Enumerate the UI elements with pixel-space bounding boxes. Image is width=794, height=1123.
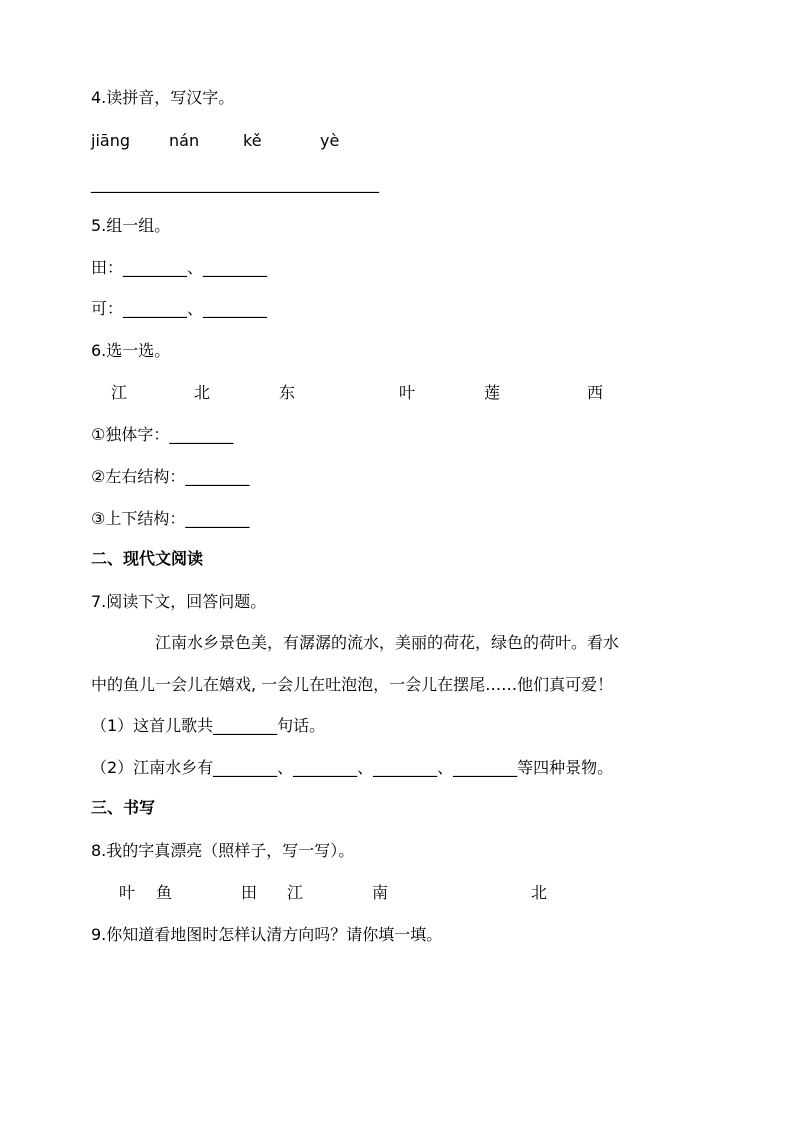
q8-title: 8.我的字真漂亮（照样子，写一写）。 [91, 841, 355, 860]
section-heading-writing: 三、书写 [91, 798, 156, 817]
q7-subquestion-2[interactable]: （2）江南水乡有________、________、________、________等四种景物。 [91, 758, 614, 777]
q8-char: 鱼 [156, 883, 173, 902]
q6-char: 北 [194, 383, 211, 402]
q6-char: 莲 [484, 383, 501, 402]
q6-option-3[interactable]: ③上下结构：________ [91, 509, 250, 528]
q9-title: 9.你知道看地图时怎样认清方向吗？请你填一填。 [91, 925, 443, 944]
q8-char: 北 [531, 883, 548, 902]
q7-passage-line-1: 江南水乡景色美，有潺潺的流水，美丽的荷花，绿色的荷叶。看水 [155, 633, 620, 652]
answer-line[interactable]: ____________________________________ [91, 174, 379, 193]
q6-char: 西 [587, 383, 604, 402]
q8-char: 江 [287, 883, 304, 902]
section-heading-reading: 二、现代文阅读 [91, 549, 204, 568]
q6-option-1[interactable]: ①独体字：________ [91, 425, 234, 444]
q6-char: 叶 [399, 383, 416, 402]
q5-title: 5.组一组。 [91, 216, 171, 235]
q8-char: 叶 [119, 883, 136, 902]
pinyin-jiang: jiāng [91, 131, 130, 150]
q7-title: 7.阅读下文，回答问题。 [91, 592, 267, 611]
q5-line-tian[interactable]: 田：________、________ [91, 258, 268, 277]
pinyin-nan: nán [169, 131, 200, 150]
q7-passage-line-2: 中的鱼儿一会儿在嬉戏, 一会儿在吐泡泡，一会儿在摆尾……他们真可爱！ [91, 675, 614, 694]
q6-option-2[interactable]: ②左右结构：________ [91, 467, 250, 486]
q8-char: 南 [372, 883, 389, 902]
q7-subquestion-1[interactable]: （1）这首儿歌共________句话。 [91, 716, 326, 735]
q6-title: 6.选一选。 [91, 341, 171, 360]
q5-line-ke[interactable]: 可：________、________ [91, 299, 268, 318]
pinyin-ye: yè [320, 131, 340, 150]
q6-char: 江 [111, 383, 128, 402]
q4-title: 4.读拼音，写汉字。 [91, 88, 235, 107]
q8-char: 田 [241, 883, 258, 902]
q6-char: 东 [279, 383, 296, 402]
pinyin-ke: kě [243, 131, 262, 150]
